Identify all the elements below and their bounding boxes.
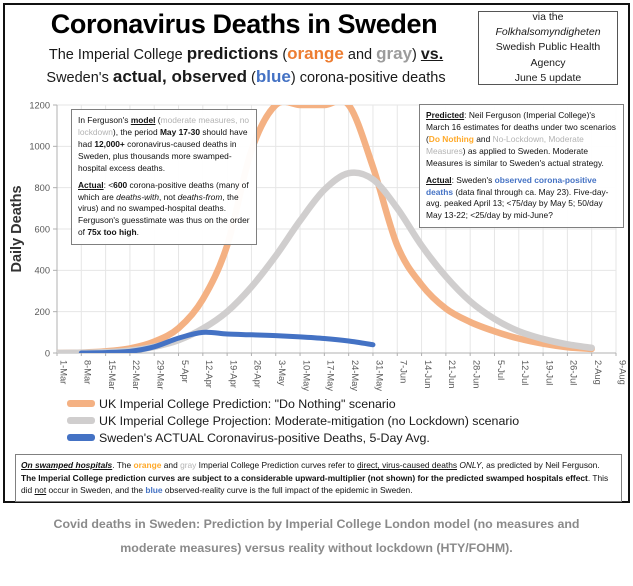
txt: Predicted: [426, 110, 465, 120]
svg-text:29-Mar: 29-Mar: [155, 360, 166, 390]
svg-text:9-Aug: 9-Aug: [617, 360, 628, 385]
svg-text:7-Jun: 7-Jun: [398, 360, 409, 384]
txt: The Imperial College prediction curves are subject to a considerable upward-multiplier (not shown) for the predicted swamped hospitals effect: [21, 472, 588, 483]
subtitle-text: ) corona-positive deaths: [290, 69, 446, 86]
svg-text:22-Mar: 22-Mar: [131, 360, 142, 390]
svg-text:Daily Deaths: Daily Deaths: [9, 185, 25, 273]
annotation-right-p2: [426, 175, 617, 223]
subtitle-line-2: [46, 66, 446, 86]
subtitle-text: (: [247, 69, 256, 86]
svg-text:3-May: 3-May: [277, 360, 288, 386]
txt: coronavirus-caused deaths in Sweden, plus thousands more swamped-hospital excess deaths.: [78, 138, 237, 173]
txt: 12,000+: [94, 138, 125, 149]
svg-text:600: 600: [34, 224, 50, 235]
subtitle-text: Sweden's: [46, 69, 113, 86]
annotation-box-left: [71, 109, 257, 245]
subtitle-gray-word: gray: [376, 44, 413, 63]
txt: blue: [145, 485, 163, 496]
source-line-1: via the: [532, 10, 564, 23]
legend-swatch-gray: [67, 417, 95, 424]
subtitle-vs-word: vs.: [420, 46, 444, 63]
txt: ), the period: [112, 126, 160, 137]
legend-item: [5, 429, 632, 446]
svg-text:1200: 1200: [29, 100, 50, 111]
svg-text:1000: 1000: [29, 141, 50, 152]
subtitle-actual-word: actual, observed: [112, 66, 248, 86]
svg-text:17-May: 17-May: [325, 360, 336, 392]
legend-swatch-orange: [67, 400, 95, 407]
subtitle-orange-word: orange: [287, 44, 344, 63]
annotation-right-p1: [426, 110, 617, 170]
subtitle-text: The Imperial College: [48, 47, 187, 63]
txt: deaths-with: [116, 191, 159, 202]
txt: and: [473, 133, 493, 144]
txt: corona-positive deaths (many of which are: [78, 179, 249, 202]
txt: occur in Sweden, and the: [46, 485, 146, 496]
legend-label: UK Imperial College Projection: Moderate-mitigation (no Lockdown) scenario: [99, 413, 520, 428]
chart-header: [5, 5, 628, 93]
svg-text:21-Jun: 21-Jun: [447, 360, 458, 389]
svg-text:800: 800: [34, 183, 50, 194]
source-line-4: June 5 update: [514, 71, 582, 84]
txt: . The: [112, 460, 134, 470]
svg-text:5-Apr: 5-Apr: [179, 360, 190, 383]
txt: observed corona-positive deaths: [426, 174, 597, 197]
txt: Imperial College Prediction curves refer to: [196, 460, 357, 470]
subtitle-text: (: [278, 47, 288, 63]
txt: orange: [133, 460, 162, 470]
svg-text:28-Jun: 28-Jun: [471, 360, 482, 389]
subtitle-blue-word: blue: [255, 66, 291, 86]
txt: (data final through ca. May 23). Five-day-avg. peaked April 13; <75/day by May 5; 50/day May 13-22; <25/day by mid-June?: [426, 186, 609, 221]
txt: .: [136, 227, 139, 238]
txt: 75x too high: [87, 227, 137, 238]
txt: , as predicted by Neil Ferguson.: [481, 460, 600, 470]
txt: ONLY: [457, 460, 482, 470]
chart-subtitle: [15, 43, 477, 89]
source-line-3: Swedish Public Health Agency: [495, 41, 601, 69]
txt: No-Lockdown, Moderate Measures: [426, 133, 584, 156]
txt: deaths-from: [177, 191, 223, 202]
txt: should have had: [78, 126, 248, 149]
subtitle-predictions-word: predictions: [186, 44, 279, 63]
svg-text:24-May: 24-May: [349, 360, 360, 392]
txt: May 17-30: [159, 126, 200, 137]
source-line-2: Folkhalsomyndigheten: [495, 26, 601, 39]
txt: ) as applied to Sweden. Moderate Measures is similar to Sweden's actual strategy.: [426, 145, 604, 168]
legend-swatch-blue: [67, 434, 95, 441]
page-title: Coronavirus Deaths in Sweden: [50, 9, 438, 39]
txt: , the virus) and no swamped-hospital deaths. Ferguson's guesstimate was thus on the order of: [78, 191, 250, 238]
legend-label: UK Imperial College Prediction: "Do Nothing" scenario: [99, 396, 396, 411]
annotation-box-right: [419, 104, 624, 228]
txt: Do Nothing: [428, 133, 474, 144]
txt: (: [155, 115, 161, 125]
txt: not: [34, 485, 47, 496]
svg-text:14-Jun: 14-Jun: [422, 360, 433, 389]
txt: On swamped hospitals: [21, 460, 113, 470]
txt: 600: [113, 179, 128, 190]
svg-text:19-Jul: 19-Jul: [544, 360, 555, 386]
subtitle-text: and: [343, 47, 377, 63]
svg-text:200: 200: [34, 307, 50, 318]
txt: , not: [159, 191, 178, 202]
footer-note-box: [15, 454, 622, 502]
txt: gray: [180, 460, 197, 470]
txt: : Neil Ferguson (Imperial College)'s March 16 estimates for deaths under two scenarios (: [426, 110, 616, 144]
subtitle-text: ): [412, 47, 421, 63]
txt: . This did: [21, 472, 609, 496]
txt: : <: [103, 179, 114, 190]
legend-item: [5, 412, 632, 429]
svg-text:26-Apr: 26-Apr: [252, 360, 263, 388]
svg-text:2-Aug: 2-Aug: [592, 360, 603, 385]
svg-text:15-Mar: 15-Mar: [106, 360, 117, 390]
txt: Actual: [426, 174, 452, 185]
txt: moderate measures, no lockdown: [78, 115, 250, 137]
svg-text:31-May: 31-May: [374, 360, 385, 392]
txt: and: [161, 460, 181, 470]
txt: Actual: [78, 179, 104, 190]
chart-legend: [5, 395, 632, 446]
txt: : Sweden's: [451, 174, 495, 185]
txt: direct, virus-caused deaths: [356, 460, 458, 470]
txt: In Ferguson's: [78, 115, 131, 125]
svg-text:5-Jul: 5-Jul: [495, 360, 506, 381]
txt: observed-reality curve is the full impact of the epidemic in Sweden.: [162, 485, 413, 496]
svg-text:12-Apr: 12-Apr: [204, 360, 215, 388]
svg-text:10-May: 10-May: [301, 360, 312, 392]
svg-text:0: 0: [44, 348, 50, 359]
svg-text:1-Mar: 1-Mar: [58, 360, 69, 385]
legend-label: Sweden's ACTUAL Coronavirus-positive Deaths, 5-Day Avg.: [99, 430, 430, 445]
svg-text:19-Apr: 19-Apr: [228, 360, 239, 388]
legend-item: [5, 395, 632, 412]
annotation-left-p2: [78, 180, 250, 240]
annotation-left-p1: [78, 115, 250, 175]
svg-text:12-Jul: 12-Jul: [520, 360, 531, 386]
chart-card: [3, 3, 630, 503]
svg-text:26-Jul: 26-Jul: [568, 360, 579, 386]
subtitle-line-1: [48, 44, 444, 63]
svg-text:8-Mar: 8-Mar: [82, 360, 93, 385]
source-box: [478, 11, 618, 85]
txt: model: [130, 115, 156, 125]
svg-text:400: 400: [34, 265, 50, 276]
image-caption: Covid deaths in Sweden: Prediction by Imperial College London model (no measures and moderate measures) versus reality without lockdown (HTY/FOHM).: [53, 517, 580, 556]
